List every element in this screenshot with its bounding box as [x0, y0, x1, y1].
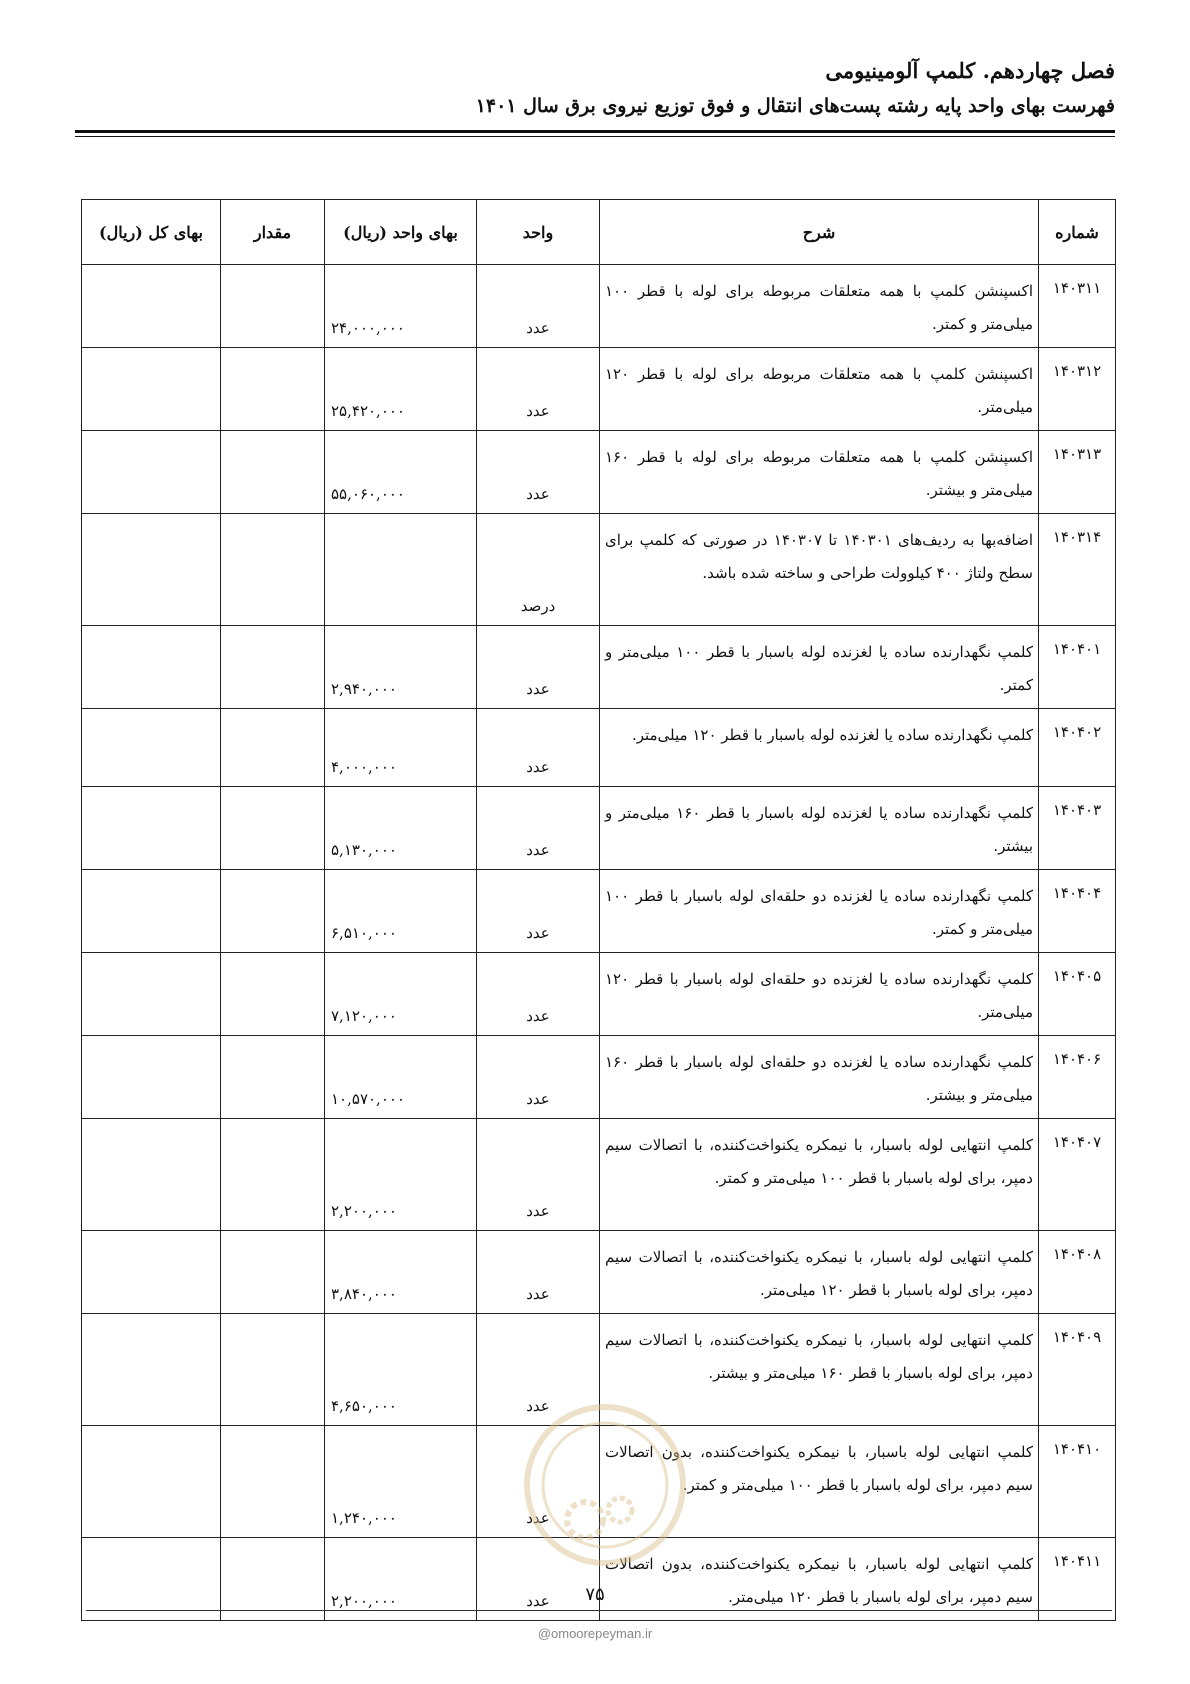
row-description: کلمپ انتهایی لوله باسبار، با نیمکره یکنواخت‌کننده، بدون اتصالات سیم دمپر، برای لوله باسبار با قطر ۱۰۰ میلی‌متر و کمتر.: [600, 1426, 1039, 1538]
row-number: ۱۴۰۴۰۴: [1039, 870, 1116, 953]
row-unit: عدد: [477, 265, 600, 348]
row-unit-price: [325, 514, 477, 626]
row-number: ۱۴۰۳۱۱: [1039, 265, 1116, 348]
column-header-total-price: بهای کل (ریال): [82, 200, 221, 265]
header-rule-thick: [75, 130, 1115, 133]
row-unit: عدد: [477, 431, 600, 514]
footer-rule: [86, 1610, 1112, 1611]
row-description: کلمپ نگهدارنده ساده یا لغزنده لوله باسبار با قطر ۱۰۰ میلی‌متر و کمتر.: [600, 626, 1039, 709]
table-row: [82, 431, 1116, 514]
row-quantity: [221, 626, 325, 709]
row-number: ۱۴۰۴۰۸: [1039, 1231, 1116, 1314]
row-description: اضافه‌بها به ردیف‌های ۱۴۰۳۰۱ تا ۱۴۰۳۰۷ در صورتی که کلمپ برای سطح ولتاژ ۴۰۰ کیلوولت طراحی و ساخته شده باشد.: [600, 514, 1039, 626]
row-unit-price: ۲,۲۰۰,۰۰۰: [325, 1119, 477, 1231]
row-number: ۱۴۰۴۰۶: [1039, 1036, 1116, 1119]
row-unit: عدد: [477, 787, 600, 870]
header-rule-thin: [75, 136, 1115, 137]
row-number: ۱۴۰۴۰۹: [1039, 1314, 1116, 1426]
column-header-quantity: مقدار: [221, 200, 325, 265]
row-number: ۱۴۰۴۱۰: [1039, 1426, 1116, 1538]
row-quantity: [221, 1538, 325, 1621]
row-unit-price: ۲۵,۴۲۰,۰۰۰: [325, 348, 477, 431]
row-total-price: [82, 1036, 221, 1119]
table-header-row: [82, 200, 1116, 265]
row-total-price: [82, 265, 221, 348]
row-total-price: [82, 1426, 221, 1538]
row-unit: عدد: [477, 1538, 600, 1621]
row-description: اکسپنشن کلمپ با همه متعلقات مربوطه برای لوله با قطر ۱۲۰ میلی‌متر.: [600, 348, 1039, 431]
watermark-seal-icon: [520, 1400, 690, 1570]
row-description: کلمپ نگهدارنده ساده یا لغزنده لوله باسبار با قطر ۱۲۰ میلی‌متر.: [600, 709, 1039, 787]
row-total-price: [82, 953, 221, 1036]
row-unit: عدد: [477, 1426, 600, 1538]
row-quantity: [221, 1036, 325, 1119]
row-unit-price: ۱۰,۵۷۰,۰۰۰: [325, 1036, 477, 1119]
row-unit-price: ۴,۰۰۰,۰۰۰: [325, 709, 477, 787]
row-unit: عدد: [477, 1119, 600, 1231]
row-quantity: [221, 953, 325, 1036]
row-total-price: [82, 870, 221, 953]
row-unit: عدد: [477, 1314, 600, 1426]
row-total-price: [82, 626, 221, 709]
row-total-price: [82, 431, 221, 514]
row-total-price: [82, 348, 221, 431]
row-number: ۱۴۰۴۰۵: [1039, 953, 1116, 1036]
table-row: [82, 953, 1116, 1036]
row-total-price: [82, 1231, 221, 1314]
row-number: ۱۴۰۴۱۱: [1039, 1538, 1116, 1621]
table-row: [82, 1231, 1116, 1314]
row-unit-price: ۵,۱۳۰,۰۰۰: [325, 787, 477, 870]
row-quantity: [221, 431, 325, 514]
row-unit-price: ۶,۵۱۰,۰۰۰: [325, 870, 477, 953]
table-row: [82, 870, 1116, 953]
table-row: [82, 265, 1116, 348]
row-quantity: [221, 1231, 325, 1314]
row-unit: عدد: [477, 348, 600, 431]
row-description: کلمپ نگهدارنده ساده یا لغزنده دو حلقه‌ای لوله باسبار با قطر ۱۲۰ میلی‌متر.: [600, 953, 1039, 1036]
row-total-price: [82, 787, 221, 870]
row-quantity: [221, 787, 325, 870]
row-description: کلمپ انتهایی لوله باسبار، با نیمکره یکنواخت‌کننده، با اتصالات سیم دمپر، برای لوله باسبار با قطر ۱۲۰ میلی‌متر.: [600, 1231, 1039, 1314]
row-unit-price: ۲,۹۴۰,۰۰۰: [325, 626, 477, 709]
row-description: کلمپ نگهدارنده ساده یا لغزنده دو حلقه‌ای لوله باسبار با قطر ۱۶۰ میلی‌متر و بیشتر.: [600, 1036, 1039, 1119]
row-unit-price: ۱,۲۴۰,۰۰۰: [325, 1426, 477, 1538]
row-unit-price: ۳,۸۴۰,۰۰۰: [325, 1231, 477, 1314]
table-row: [82, 348, 1116, 431]
row-unit: عدد: [477, 1036, 600, 1119]
row-unit-price: ۲,۲۰۰,۰۰۰: [325, 1538, 477, 1621]
row-unit: درصد: [477, 514, 600, 626]
row-unit: عدد: [477, 1231, 600, 1314]
row-number: ۱۴۰۴۰۱: [1039, 626, 1116, 709]
row-total-price: [82, 1119, 221, 1231]
table-row: [82, 514, 1116, 626]
row-unit: عدد: [477, 870, 600, 953]
row-description: اکسپنشن کلمپ با همه متعلقات مربوطه برای لوله با قطر ۱۶۰ میلی‌متر و بیشتر.: [600, 431, 1039, 514]
row-number: ۱۴۰۳۱۲: [1039, 348, 1116, 431]
row-description: کلمپ نگهدارنده ساده یا لغزنده دو حلقه‌ای لوله باسبار با قطر ۱۰۰ میلی‌متر و کمتر.: [600, 870, 1039, 953]
row-quantity: [221, 1426, 325, 1538]
column-header-unit-price: بهای واحد (ریال): [325, 200, 477, 265]
row-unit: عدد: [477, 709, 600, 787]
page-header: [75, 55, 1115, 121]
table-row: [82, 787, 1116, 870]
row-number: ۱۴۰۳۱۴: [1039, 514, 1116, 626]
column-header-unit: واحد: [477, 200, 600, 265]
column-header-number: شماره: [1039, 200, 1116, 265]
row-description: اکسپنشن کلمپ با همه متعلقات مربوطه برای لوله با قطر ۱۰۰ میلی‌متر و کمتر.: [600, 265, 1039, 348]
row-number: ۱۴۰۳۱۳: [1039, 431, 1116, 514]
table-row: [82, 1036, 1116, 1119]
row-number: ۱۴۰۴۰۳: [1039, 787, 1116, 870]
page-number: ۷۵: [585, 1584, 605, 1605]
row-total-price: [82, 514, 221, 626]
website-watermark: @omoorepeyman.ir: [537, 1626, 653, 1641]
chapter-title: فصل چهاردهم. کلمپ آلومینیومی: [825, 58, 1115, 83]
row-description: کلمپ انتهایی لوله باسبار، با نیمکره یکنواخت‌کننده، با اتصالات سیم دمپر، برای لوله باسبار با قطر ۱۰۰ میلی‌متر و کمتر.: [600, 1119, 1039, 1231]
row-unit: عدد: [477, 626, 600, 709]
row-unit-price: ۷,۱۲۰,۰۰۰: [325, 953, 477, 1036]
row-number: ۱۴۰۴۰۷: [1039, 1119, 1116, 1231]
row-unit-price: ۲۴,۰۰۰,۰۰۰: [325, 265, 477, 348]
row-quantity: [221, 709, 325, 787]
row-quantity: [221, 1314, 325, 1426]
row-unit: عدد: [477, 953, 600, 1036]
row-description: کلمپ انتهایی لوله باسبار، با نیمکره یکنواخت‌کننده، با اتصالات سیم دمپر، برای لوله باسبار با قطر ۱۶۰ میلی‌متر و بیشتر.: [600, 1314, 1039, 1426]
row-quantity: [221, 514, 325, 626]
row-unit-price: ۴,۶۵۰,۰۰۰: [325, 1314, 477, 1426]
row-quantity: [221, 348, 325, 431]
row-total-price: [82, 1538, 221, 1621]
document-subtitle: فهرست بهای واحد پایه رشته پست‌های انتقال و فوق توزیع نیروی برق سال ۱۴۰۱: [475, 95, 1115, 117]
row-unit-price: ۵۵,۰۶۰,۰۰۰: [325, 431, 477, 514]
table-row: [82, 709, 1116, 787]
row-description: کلمپ انتهایی لوله باسبار، با نیمکره یکنواخت‌کننده، بدون اتصالات سیم دمپر، برای لوله باسبار با قطر ۱۲۰ میلی‌متر.: [600, 1538, 1039, 1621]
column-header-description: شرح: [600, 200, 1039, 265]
row-number: ۱۴۰۴۰۲: [1039, 709, 1116, 787]
row-quantity: [221, 1119, 325, 1231]
table-row: [82, 626, 1116, 709]
row-total-price: [82, 1314, 221, 1426]
table-row: [82, 1119, 1116, 1231]
row-quantity: [221, 265, 325, 348]
row-quantity: [221, 870, 325, 953]
row-total-price: [82, 709, 221, 787]
row-description: کلمپ نگهدارنده ساده یا لغزنده لوله باسبار با قطر ۱۶۰ میلی‌متر و بیشتر.: [600, 787, 1039, 870]
